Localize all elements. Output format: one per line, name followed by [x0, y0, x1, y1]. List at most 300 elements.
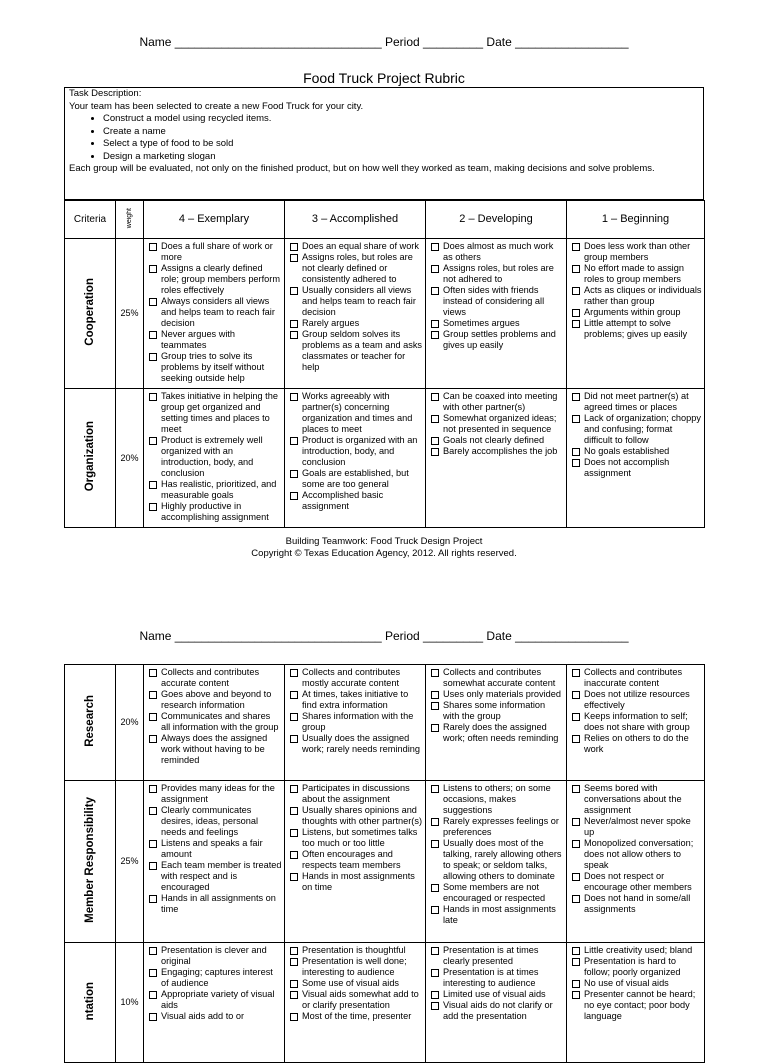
descriptor-text: Shares some information with the group	[443, 700, 546, 721]
descriptor-text: Barely accomplishes the job	[443, 446, 558, 456]
checkbox[interactable]	[572, 320, 580, 328]
checkbox[interactable]	[290, 958, 298, 966]
criterion-label: ntation	[83, 981, 96, 1021]
footer-title: Building Teamwork: Food Truck Design Project	[285, 536, 483, 547]
descriptor-item	[571, 956, 702, 978]
descriptor-text: Often sides with friends instead of considering all views	[443, 285, 545, 317]
descriptor-item	[289, 468, 423, 490]
descriptor-item	[148, 945, 282, 967]
checkbox[interactable]	[149, 1013, 157, 1021]
descriptor-item	[571, 893, 702, 915]
checkbox[interactable]	[149, 265, 157, 273]
level-1-cell	[567, 781, 705, 943]
descriptor-text: Presentation is at times interesting to audience	[443, 967, 539, 988]
checkbox[interactable]	[572, 947, 580, 955]
level-3-cell	[285, 781, 426, 943]
criterion-label: Member Responsibility	[83, 797, 96, 923]
checkbox[interactable]	[290, 393, 298, 401]
checkbox[interactable]	[149, 785, 157, 793]
criterion-label: Cooperation	[83, 278, 96, 346]
checkbox[interactable]	[290, 807, 298, 815]
descriptor-text: Accomplished basic assignment	[302, 490, 384, 511]
descriptor-item	[289, 711, 423, 733]
descriptor-text: Presentation is hard to follow; poorly organized	[584, 956, 681, 977]
descriptor-text: Does not respect or encourage other members	[584, 871, 692, 892]
descriptor-text: Visual aids add to or	[161, 1011, 245, 1021]
checkbox[interactable]	[290, 243, 298, 251]
checkbox[interactable]	[149, 503, 157, 511]
descriptor-item	[571, 689, 702, 711]
checkbox[interactable]	[290, 991, 298, 999]
checkbox[interactable]	[431, 785, 439, 793]
descriptor-item	[289, 783, 423, 805]
descriptor-text: Keeps information to self; does not share with group	[584, 711, 690, 732]
checkbox[interactable]	[572, 669, 580, 677]
descriptor-text: Limited use of visual aids	[443, 989, 546, 999]
rubric-table-page1	[64, 200, 705, 528]
descriptor-item	[571, 667, 702, 689]
descriptor-text: Sometimes argues	[443, 318, 520, 328]
descriptor-text: Does not accomplish assignment	[584, 457, 670, 478]
descriptor-item	[289, 989, 423, 1011]
checkbox[interactable]	[431, 991, 439, 999]
descriptor-list	[571, 945, 702, 1022]
checkbox[interactable]	[290, 829, 298, 837]
descriptor-item	[148, 263, 282, 296]
checkbox[interactable]	[290, 669, 298, 677]
task-bullet: • Create a name	[103, 126, 699, 139]
descriptor-text: Never argues with teammates	[161, 329, 236, 350]
checkbox[interactable]	[290, 851, 298, 859]
descriptor-list	[430, 391, 564, 457]
descriptor-item	[571, 263, 702, 285]
descriptor-item	[430, 1000, 564, 1022]
descriptor-item	[289, 435, 423, 468]
descriptor-item	[289, 252, 423, 285]
descriptor-text: Presentation is at times clearly presented	[443, 945, 539, 966]
checkbox[interactable]	[572, 448, 580, 456]
descriptor-item	[571, 978, 702, 989]
descriptor-item	[289, 956, 423, 978]
checkbox[interactable]	[290, 980, 298, 988]
descriptor-list	[571, 667, 702, 755]
descriptor-item	[430, 882, 564, 904]
criterion-label: Organization	[83, 421, 96, 492]
checkbox[interactable]	[149, 735, 157, 743]
level-4-cell	[144, 239, 285, 389]
criterion-row-organization	[65, 389, 705, 528]
descriptor-text: Relies on others to do the work	[584, 733, 689, 754]
checkbox[interactable]	[149, 691, 157, 699]
level-4-cell	[144, 665, 285, 781]
checkbox[interactable]	[572, 818, 580, 826]
descriptor-item	[430, 783, 564, 816]
descriptor-text: Hands in most assignments late	[443, 904, 556, 925]
checkbox[interactable]	[149, 331, 157, 339]
checkbox[interactable]	[431, 415, 439, 423]
checkbox[interactable]	[149, 840, 157, 848]
descriptor-text: No goals established	[584, 446, 670, 456]
checkbox[interactable]	[572, 991, 580, 999]
checkbox[interactable]	[431, 287, 439, 295]
descriptor-list	[430, 241, 564, 351]
level-2-cell	[426, 239, 567, 389]
descriptor-text: Most of the time, presenter	[302, 1011, 412, 1021]
descriptor-text: Product is organized with an introduction, body, and conclusion	[302, 435, 418, 467]
descriptor-item	[571, 838, 702, 871]
checkbox[interactable]	[290, 470, 298, 478]
weight-value: 20%	[116, 665, 144, 781]
descriptor-text: Always does the assigned work without having to be reminded	[161, 733, 268, 765]
descriptor-item	[289, 1011, 423, 1022]
descriptor-text: Goes above and beyond to research information	[161, 689, 272, 710]
descriptor-item	[571, 241, 702, 263]
checkbox[interactable]	[290, 785, 298, 793]
checkbox[interactable]	[572, 265, 580, 273]
criterion-cell	[65, 943, 116, 1063]
descriptor-text: Listens, but sometimes talks too much or too little	[302, 827, 418, 848]
weight-value: 25%	[116, 781, 144, 943]
checkbox[interactable]	[431, 331, 439, 339]
descriptor-text: Rarely argues	[302, 318, 360, 328]
descriptor-list	[571, 783, 702, 915]
descriptor-item	[148, 733, 282, 766]
descriptor-text: Uses only materials provided	[443, 689, 561, 699]
descriptor-text: Visual aids do not clarify or add the presentation	[443, 1000, 553, 1021]
checkbox[interactable]	[572, 243, 580, 251]
descriptor-text: No effort made to assign roles to group members	[584, 263, 684, 284]
descriptor-text: Always considers all views and helps team to reach fair decision	[161, 296, 275, 328]
checkbox[interactable]	[290, 331, 298, 339]
descriptor-text: Hands in most assignments on time	[302, 871, 415, 892]
checkbox[interactable]	[149, 243, 157, 251]
descriptor-text: Little attempt to solve problems; gives up easily	[584, 318, 688, 339]
descriptor-item	[430, 967, 564, 989]
level-3-cell	[285, 943, 426, 1063]
checkbox[interactable]	[290, 287, 298, 295]
descriptor-text: Product is extremely well organized with an introduction, body, and conclusion	[161, 435, 263, 478]
checkbox[interactable]	[572, 980, 580, 988]
descriptor-list	[430, 945, 564, 1022]
descriptor-item	[148, 860, 282, 893]
descriptor-text: Never/almost never spoke up	[584, 816, 691, 837]
criterion-label: Research	[83, 695, 96, 747]
descriptor-item	[148, 479, 282, 501]
descriptor-text: Clearly communicates desires, ideas, personal needs and feelings	[161, 805, 259, 837]
descriptor-item	[289, 667, 423, 689]
checkbox[interactable]	[572, 713, 580, 721]
descriptor-item	[289, 241, 423, 252]
descriptor-item	[430, 241, 564, 263]
footer-copyright: Copyright © Texas Education Agency, 2012. All rights reserved.	[251, 548, 517, 559]
descriptor-item	[148, 391, 282, 435]
checkbox[interactable]	[290, 735, 298, 743]
descriptor-text: Usually shares opinions and thoughts with other partner(s)	[302, 805, 423, 826]
descriptor-item	[430, 318, 564, 329]
checkbox[interactable]	[290, 320, 298, 328]
descriptor-item	[430, 446, 564, 457]
checkbox[interactable]	[431, 669, 439, 677]
descriptor-list	[430, 667, 564, 744]
descriptor-text: Goals not clearly defined	[443, 435, 545, 445]
checkbox[interactable]	[149, 947, 157, 955]
checkbox[interactable]	[431, 906, 439, 914]
weight-value: 20%	[116, 389, 144, 528]
descriptor-item	[571, 457, 702, 479]
descriptor-item	[148, 501, 282, 523]
descriptor-list	[148, 945, 282, 1022]
checkbox[interactable]	[431, 947, 439, 955]
descriptor-text: Did not meet partner(s) at agreed times or places	[584, 391, 689, 412]
checkbox[interactable]	[149, 862, 157, 870]
weight-header	[116, 201, 144, 239]
descriptor-item	[289, 871, 423, 893]
checkbox[interactable]	[572, 895, 580, 903]
checkbox[interactable]	[149, 669, 157, 677]
criterion-cell	[65, 781, 116, 943]
descriptor-item	[430, 945, 564, 967]
descriptor-list	[289, 391, 423, 512]
descriptor-item	[148, 711, 282, 733]
level-2-cell	[426, 943, 567, 1063]
checkbox[interactable]	[290, 713, 298, 721]
descriptor-item	[289, 945, 423, 956]
descriptor-text: Does an equal share of work	[302, 241, 419, 251]
descriptor-text: Usually does the assigned work; rarely needs reminding	[302, 733, 420, 754]
task-heading: Task Description:	[69, 88, 142, 99]
descriptor-item	[289, 689, 423, 711]
checkbox[interactable]	[149, 353, 157, 361]
descriptor-item	[148, 435, 282, 479]
criterion-cell	[65, 665, 116, 781]
descriptor-item	[430, 435, 564, 446]
checkbox[interactable]	[431, 1002, 439, 1010]
checkbox[interactable]	[431, 265, 439, 273]
checkbox[interactable]	[149, 969, 157, 977]
checkbox[interactable]	[431, 448, 439, 456]
descriptor-text: Does less work than other group members	[584, 241, 691, 262]
name-period-date-line-page2: Name _______________________________ Period _________ Date _________________	[139, 629, 629, 643]
task-closing: Each group will be evaluated, not only on the finished product, but on how well they worked as team, making decisions and solve problems.	[69, 163, 655, 174]
descriptor-item	[148, 893, 282, 915]
descriptor-item	[148, 667, 282, 689]
descriptor-item	[289, 849, 423, 871]
task-bullet: • Select a type of food to be sold	[103, 138, 699, 151]
level-1-cell	[567, 239, 705, 389]
descriptor-text: Appropriate variety of visual aids	[161, 989, 275, 1010]
descriptor-text: Has realistic, prioritized, and measurable goals	[161, 479, 277, 500]
checkbox[interactable]	[431, 818, 439, 826]
level-header-1: 1 – Beginning	[567, 201, 705, 239]
descriptor-list	[289, 241, 423, 373]
descriptor-item	[148, 241, 282, 263]
descriptor-text: Acts as cliques or individuals rather than group	[584, 285, 702, 306]
level-1-cell	[567, 943, 705, 1063]
checkbox[interactable]	[572, 309, 580, 317]
descriptor-text: Hands in all assignments on time	[161, 893, 276, 914]
checkbox[interactable]	[431, 320, 439, 328]
descriptor-list	[571, 241, 702, 340]
descriptor-text: Assigns roles, but roles are not adhered to	[443, 263, 554, 284]
descriptor-item	[430, 838, 564, 882]
descriptor-item	[148, 351, 282, 384]
level-2-cell	[426, 389, 567, 528]
descriptor-text: Communicates and shares all information with the group	[161, 711, 279, 732]
descriptor-text: Provides many ideas for the assignment	[161, 783, 275, 804]
descriptor-item	[289, 827, 423, 849]
weight-value: 25%	[116, 239, 144, 389]
rubric-table-page2	[64, 664, 705, 1063]
checkbox[interactable]	[572, 287, 580, 295]
descriptor-item	[289, 978, 423, 989]
descriptor-text: Goals are established, but some are too general	[302, 468, 409, 489]
level-header-3: 3 – Accomplished	[285, 201, 426, 239]
descriptor-item	[571, 307, 702, 318]
descriptor-item	[571, 711, 702, 733]
descriptor-item	[148, 689, 282, 711]
descriptor-list	[148, 783, 282, 915]
descriptor-text: No use of visual aids	[584, 978, 669, 988]
name-period-date-line: Name _______________________________ Period _________ Date _________________	[139, 35, 629, 49]
checkbox[interactable]	[149, 807, 157, 815]
level-4-cell	[144, 389, 285, 528]
level-3-cell	[285, 389, 426, 528]
checkbox[interactable]	[572, 785, 580, 793]
level-header-2: 2 – Developing	[426, 201, 567, 239]
checkbox[interactable]	[572, 735, 580, 743]
descriptor-item	[148, 329, 282, 351]
descriptor-item	[571, 945, 702, 956]
descriptor-list	[148, 391, 282, 523]
descriptor-text: Can be coaxed into meeting with other partner(s)	[443, 391, 558, 412]
descriptor-item	[571, 285, 702, 307]
checkbox[interactable]	[572, 873, 580, 881]
descriptor-item	[289, 490, 423, 512]
descriptor-text: Does almost as much work as others	[443, 241, 554, 262]
descriptor-list	[289, 945, 423, 1022]
checkbox[interactable]	[431, 840, 439, 848]
descriptor-item	[430, 816, 564, 838]
descriptor-text: Visual aids somewhat add to or clarify presentation	[302, 989, 419, 1010]
descriptor-text: Often encourages and respects team members	[302, 849, 401, 870]
page-footer	[0, 536, 768, 560]
weight-value: 10%	[116, 943, 144, 1063]
criterion-row-member-responsibility	[65, 781, 705, 943]
checkbox[interactable]	[149, 713, 157, 721]
weight-header-label: weight	[126, 207, 133, 229]
descriptor-text: Usually does most of the talking, rarely allowing others to speak; or seldom talks, allowing others to dominate	[443, 838, 562, 881]
descriptor-text: Arguments within group	[584, 307, 681, 317]
checkbox[interactable]	[290, 254, 298, 262]
level-1-cell	[567, 665, 705, 781]
descriptor-text: Takes initiative in helping the group get organized and setting times and places to meet	[161, 391, 278, 434]
checkbox[interactable]	[290, 947, 298, 955]
descriptor-list	[571, 391, 702, 479]
descriptor-item	[289, 329, 423, 373]
checkbox[interactable]	[572, 459, 580, 467]
checkbox[interactable]	[572, 840, 580, 848]
descriptor-text: Rarely does the assigned work; often needs reminding	[443, 722, 559, 743]
checkbox[interactable]	[431, 884, 439, 892]
descriptor-text: Group settles problems and gives up easily	[443, 329, 556, 350]
checkbox[interactable]	[290, 1013, 298, 1021]
checkbox[interactable]	[290, 437, 298, 445]
criterion-row-cooperation	[65, 239, 705, 389]
checkbox[interactable]	[431, 691, 439, 699]
checkbox[interactable]	[290, 691, 298, 699]
checkbox[interactable]	[149, 437, 157, 445]
descriptor-text: Shares information with the group	[302, 711, 414, 732]
descriptor-item	[148, 989, 282, 1011]
descriptor-item	[430, 700, 564, 722]
descriptor-text: Group seldom solves its problems as a team and asks classmates or teacher for help	[302, 329, 423, 372]
criterion-cell	[65, 239, 116, 389]
descriptor-text: Engaging; captures interest of audience	[161, 967, 273, 988]
criteria-header: Criteria	[65, 201, 116, 239]
checkbox[interactable]	[149, 393, 157, 401]
checkbox[interactable]	[149, 895, 157, 903]
descriptor-text: Does not utilize resources effectively	[584, 689, 690, 710]
descriptor-item	[430, 391, 564, 413]
checkbox[interactable]	[290, 492, 298, 500]
descriptor-item	[430, 904, 564, 926]
descriptor-text: Participates in discussions about the assignment	[302, 783, 410, 804]
descriptor-text: Works agreeably with partner(s) concerning organization and times and places to meet	[302, 391, 413, 434]
descriptor-item	[430, 413, 564, 435]
task-bullet: • Design a marketing slogan	[103, 151, 699, 164]
descriptor-list	[148, 241, 282, 384]
descriptor-item	[148, 967, 282, 989]
descriptor-text: Seems bored with conversations about the assignment	[584, 783, 682, 815]
checkbox[interactable]	[572, 691, 580, 699]
descriptor-text: Collects and contributes somewhat accurate content	[443, 667, 556, 688]
checkbox[interactable]	[431, 243, 439, 251]
checkbox[interactable]	[431, 724, 439, 732]
descriptor-item	[430, 989, 564, 1000]
checkbox[interactable]	[149, 298, 157, 306]
descriptor-text: Presentation is clever and original	[161, 945, 267, 966]
checkbox[interactable]	[572, 393, 580, 401]
checkbox[interactable]	[431, 393, 439, 401]
level-1-cell	[567, 389, 705, 528]
checkbox[interactable]	[431, 437, 439, 445]
descriptor-item	[571, 446, 702, 457]
descriptor-text: Highly productive in accomplishing assignment	[161, 501, 269, 522]
descriptor-item	[571, 989, 702, 1022]
descriptor-item	[571, 318, 702, 340]
task-description	[64, 87, 704, 200]
descriptor-list	[289, 667, 423, 755]
checkbox[interactable]	[572, 415, 580, 423]
criterion-row-ntation	[65, 943, 705, 1063]
descriptor-text: Does a full share of work or more	[161, 241, 273, 262]
descriptor-text: Collects and contributes inaccurate content	[584, 667, 683, 688]
checkbox[interactable]	[149, 481, 157, 489]
descriptor-text: At times, takes initiative to find extra information	[302, 689, 409, 710]
descriptor-item	[430, 329, 564, 351]
descriptor-item	[571, 391, 702, 413]
checkbox[interactable]	[290, 873, 298, 881]
checkbox[interactable]	[572, 958, 580, 966]
descriptor-text: Rarely expresses feelings or preferences	[443, 816, 559, 837]
checkbox[interactable]	[431, 969, 439, 977]
descriptor-text: Presentation is thoughtful	[302, 945, 406, 955]
descriptor-item	[148, 783, 282, 805]
descriptor-item	[571, 783, 702, 816]
checkbox[interactable]	[149, 991, 157, 999]
checkbox[interactable]	[431, 702, 439, 710]
descriptor-text: Group tries to solve its problems by itself without seeking outside help	[161, 351, 265, 383]
